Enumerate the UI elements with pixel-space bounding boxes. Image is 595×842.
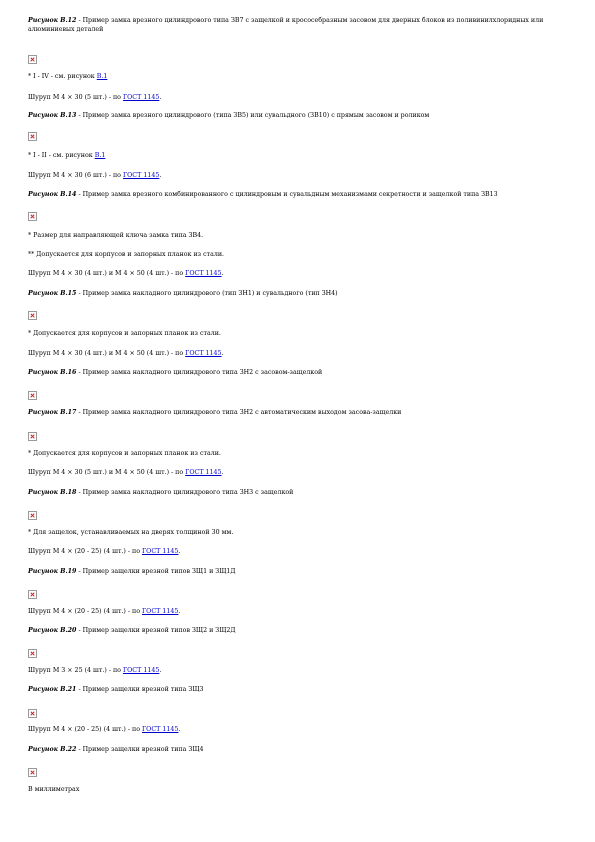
reference-link[interactable]: ГОСТ 1145	[122, 172, 160, 179]
note-text: Шуруп М 4 × 30 (4 шт.) и М 4 × 50 (4 шт.) - по	[28, 350, 186, 357]
figure-image	[28, 430, 573, 441]
caption-text: - Пример защелки врезной типа ЗЩ4	[76, 746, 204, 753]
reference-link[interactable]: ГОСТ 1145	[185, 469, 222, 476]
reference-link[interactable]: ГОСТ 1145	[142, 548, 179, 555]
note-suffix: .	[178, 548, 181, 555]
figure-caption	[28, 489, 573, 498]
figure-image	[28, 210, 573, 221]
note-text: Шуруп М 4 × 30 (6 шт.) - по	[28, 172, 123, 179]
figure-image	[28, 53, 573, 64]
note-line: * Для защелок, устанавливаемых на дверях толщиной 30 мм.	[28, 529, 234, 536]
figure-image	[28, 389, 573, 400]
note-line	[28, 73, 573, 82]
note-text: Шуруп М 3 × 25 (4 шт.) - по	[28, 667, 123, 674]
note-line: В миллиметрах	[28, 786, 80, 793]
figure-caption	[28, 627, 573, 636]
note-line	[28, 667, 573, 676]
note-line	[28, 152, 573, 161]
figure-label: Рисунок В.15	[28, 290, 77, 297]
note-text: Шуруп М 4 × (20 - 25) (4 шт.) - по	[28, 548, 143, 555]
figure-caption	[28, 746, 573, 755]
figure-caption	[28, 409, 573, 418]
figure-caption	[28, 112, 573, 121]
figure-caption	[28, 369, 573, 378]
note-line	[28, 548, 573, 557]
broken-image-icon	[28, 432, 37, 441]
note-line	[28, 172, 573, 181]
caption-text: - Пример замка накладного цилиндрового типа ЗН2 с автоматическим выходом засова-защелки	[76, 409, 402, 416]
figure-image	[28, 309, 573, 320]
caption-text: - Пример замка врезного цилиндрового (типа ЗВ5) или сувальдного (ЗВ10) с прямым засовом и роликом	[76, 112, 430, 119]
caption-text: - Пример замка накладного цилиндрового (тип ЗН1) и сувальдного (тип ЗН4)	[76, 290, 338, 297]
note-text: Шуруп М 4 × 30 (5 шт.) - по	[28, 94, 123, 101]
figure-label: Рисунок В.12	[28, 17, 77, 24]
note-line: * Допускается для корпусов и запорных планок из стали.	[28, 330, 221, 337]
note-text: * I - II - см. рисунок	[28, 152, 95, 159]
figure-image	[28, 588, 573, 599]
reference-link[interactable]: В.1	[94, 152, 106, 159]
note-suffix: .	[159, 667, 162, 674]
broken-image-icon	[28, 55, 37, 64]
figure-caption	[28, 686, 573, 695]
note-suffix: .	[159, 172, 162, 179]
note-line: * Допускается для корпусов и запорных планок из стали.	[28, 450, 221, 457]
caption-text: - Пример замка врезного комбинированного с цилиндровым и сувальдным механизмами секретности и защелкой типа ЗВ13	[76, 191, 498, 198]
caption-text: - Пример защелки врезной типов ЗЩ1 и ЗЩ1Д	[76, 568, 236, 575]
figure-label: Рисунок В.22	[28, 746, 77, 753]
reference-link[interactable]: В.1	[96, 73, 108, 80]
note-suffix: .	[221, 270, 224, 277]
note-suffix: .	[221, 350, 224, 357]
reference-link[interactable]: ГОСТ 1145	[122, 94, 160, 101]
broken-image-icon	[28, 511, 37, 520]
broken-image-icon	[28, 649, 37, 658]
broken-image-icon	[28, 391, 37, 400]
figure-label: Рисунок В.21	[28, 686, 77, 693]
caption-text: - Пример защелки врезной типа ЗЩ3	[76, 686, 204, 693]
figure-caption	[28, 290, 573, 299]
broken-image-icon	[28, 132, 37, 141]
note-text: Шуруп М 4 × 30 (4 шт.) и М 4 × 50 (4 шт.) - по	[28, 270, 186, 277]
figure-label: Рисунок В.20	[28, 627, 77, 634]
caption-text: - Пример защелки врезной типов ЗЩ2 и ЗЩ2Д	[76, 627, 236, 634]
figure-label: Рисунок В.16	[28, 369, 77, 376]
note-line	[28, 270, 573, 279]
reference-link[interactable]: ГОСТ 1145	[185, 270, 222, 277]
note-text: * I - IV - см. рисунок	[28, 73, 97, 80]
figure-image	[28, 766, 573, 777]
figure-image	[28, 707, 573, 718]
figure-label: Рисунок В.19	[28, 568, 77, 575]
broken-image-icon	[28, 709, 37, 718]
reference-link[interactable]: ГОСТ 1145	[185, 350, 222, 357]
reference-link[interactable]: ГОСТ 1145	[122, 667, 160, 674]
figure-label: Рисунок В.17	[28, 409, 77, 416]
broken-image-icon	[28, 311, 37, 320]
note-line	[28, 608, 573, 617]
reference-link[interactable]: ГОСТ 1145	[142, 726, 179, 733]
reference-link[interactable]: ГОСТ 1145	[142, 608, 179, 615]
note-text: Шуруп М 4 × 30 (5 шт.) и М 4 × 50 (4 шт.) - по	[28, 469, 186, 476]
caption-text: - Пример замка врезного цилиндрового типа ЗВ7 с защелкой и крососебразным засовом для дверных блоков из поливинилхлоридных или алюминиевых деталей	[28, 17, 544, 33]
figure-image	[28, 509, 573, 520]
broken-image-icon	[28, 212, 37, 221]
note-line: ** Допускается для корпусов и запорных планок из стали.	[28, 251, 225, 258]
figure-label: Рисунок В.13	[28, 112, 77, 119]
broken-image-icon	[28, 590, 37, 599]
note-text: Шуруп М 4 × (20 - 25) (4 шт.) - по	[28, 726, 143, 733]
note-line	[28, 350, 573, 359]
note-line	[28, 94, 573, 103]
note-suffix: .	[159, 94, 162, 101]
figure-label: Рисунок В.14	[28, 191, 77, 198]
broken-image-icon	[28, 768, 37, 777]
note-line	[28, 726, 573, 735]
figure-caption	[28, 191, 573, 200]
note-suffix: .	[221, 469, 224, 476]
figure-image	[28, 647, 573, 658]
note-line	[28, 469, 573, 478]
caption-text: - Пример замка накладного цилиндрового типа ЗН2 с засовом-защелкой	[76, 369, 323, 376]
figure-caption	[28, 17, 573, 34]
figure-image	[28, 130, 573, 141]
note-line: * Размер для направляющей ключа замка типа ЗВ4.	[28, 232, 204, 239]
figure-caption	[28, 568, 573, 577]
figure-label: Рисунок В.18	[28, 489, 77, 496]
note-text: Шуруп М 4 × (20 - 25) (4 шт.) - по	[28, 608, 143, 615]
note-suffix: .	[178, 726, 181, 733]
note-suffix: .	[178, 608, 181, 615]
caption-text: - Пример замка накладного цилиндрового типа ЗН3 с защелкой	[76, 489, 294, 496]
